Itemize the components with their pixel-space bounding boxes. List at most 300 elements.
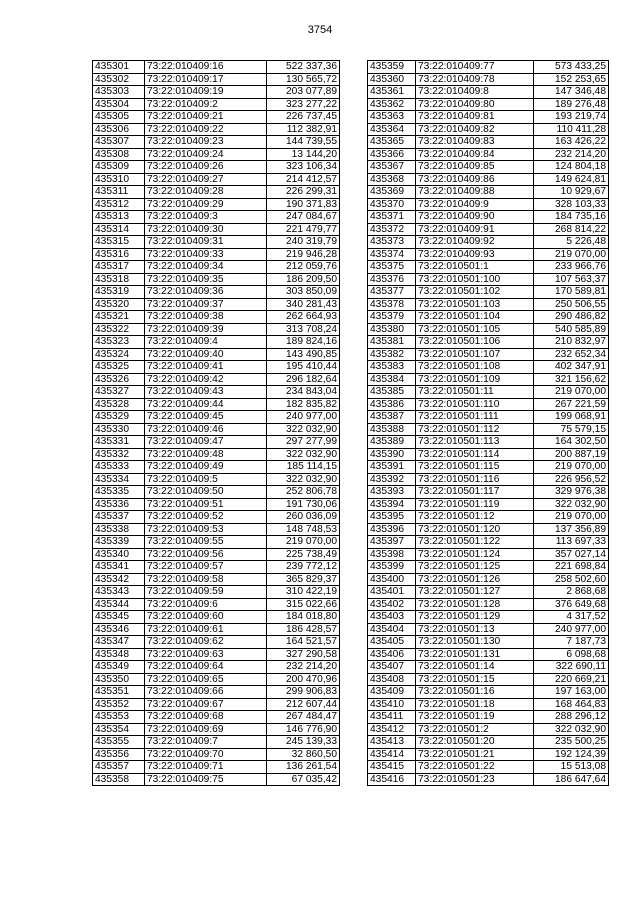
value-cell: 522 337,36 [267,61,340,74]
table-row [368,373,609,386]
value-cell: 144 739,55 [267,136,340,149]
cadastral-number-cell: 73:22:010409:46 [145,423,267,436]
cadastral-number-cell: 73:22:010409:50 [145,486,267,499]
table-row [368,561,609,574]
cadastral-number-cell: 73:22:010409:92 [416,236,534,249]
value-cell: 5 226,48 [534,236,609,249]
table-row [368,723,609,736]
value-cell: 310 422,19 [267,586,340,599]
row-number-cell: 435378 [368,298,416,311]
cadastral-number-cell: 73:22:010409:77 [416,61,534,74]
row-number-cell: 435354 [93,723,145,736]
cadastral-number-cell: 73:22:010409:31 [145,236,267,249]
table-row [93,298,340,311]
cadastral-number-cell: 73:22:010409:48 [145,448,267,461]
cadastral-number-cell: 73:22:010501:105 [416,323,534,336]
cadastral-number-cell: 73:22:010501:100 [416,273,534,286]
row-number-cell: 435322 [93,323,145,336]
row-number-cell: 435374 [368,248,416,261]
row-number-cell: 435306 [93,123,145,136]
table-row [93,536,340,549]
row-number-cell: 435360 [368,73,416,86]
cadastral-number-cell: 73:22:010501:18 [416,698,534,711]
value-cell: 168 464,83 [534,698,609,711]
value-cell: 170 589,81 [534,286,609,299]
row-number-cell: 435389 [368,436,416,449]
row-number-cell: 435397 [368,536,416,549]
row-number-cell: 435362 [368,98,416,111]
row-number-cell: 435371 [368,211,416,224]
row-number-cell: 435314 [93,223,145,236]
row-number-cell: 435373 [368,236,416,249]
table-row [368,698,609,711]
cadastral-number-cell: 73:22:010409:9 [416,198,534,211]
cadastral-number-cell: 73:22:010501:102 [416,286,534,299]
row-number-cell: 435343 [93,586,145,599]
value-cell: 321 156,62 [534,373,609,386]
row-number-cell: 435386 [368,398,416,411]
row-number-cell: 435384 [368,373,416,386]
value-cell: 136 261,54 [267,761,340,774]
row-number-cell: 435392 [368,473,416,486]
table-row [368,461,609,474]
value-cell: 186 209,50 [267,273,340,286]
table-row [368,773,609,786]
row-number-cell: 435416 [368,773,416,786]
table-row [368,161,609,174]
value-cell: 212 607,44 [267,698,340,711]
cadastral-number-cell: 73:22:010409:42 [145,373,267,386]
table-row [93,436,340,449]
cadastral-number-cell: 73:22:010409:81 [416,111,534,124]
row-number-cell: 435307 [93,136,145,149]
value-cell: 200 470,96 [267,673,340,686]
row-number-cell: 435302 [93,73,145,86]
value-cell: 313 708,24 [267,323,340,336]
table-row [93,498,340,511]
row-number-cell: 435361 [368,86,416,99]
row-number-cell: 435327 [93,386,145,399]
row-number-cell: 435310 [93,173,145,186]
cadastral-number-cell: 73:22:010409:58 [145,573,267,586]
table-row [93,186,340,199]
cadastral-number-cell: 73:22:010409:60 [145,611,267,624]
cadastral-number-cell: 73:22:010501:129 [416,611,534,624]
value-cell: 189 276,48 [534,98,609,111]
cadastral-number-cell: 73:22:010409:2 [145,98,267,111]
value-cell: 322 032,90 [534,498,609,511]
cadastral-number-cell: 73:22:010409:30 [145,223,267,236]
cadastral-number-cell: 73:22:010409:69 [145,723,267,736]
row-number-cell: 435357 [93,761,145,774]
cadastral-number-cell: 73:22:010501:116 [416,473,534,486]
row-number-cell: 435332 [93,448,145,461]
table-row [93,173,340,186]
value-cell: 303 850,09 [267,286,340,299]
cadastral-number-cell: 73:22:010501:113 [416,436,534,449]
table-row [93,261,340,274]
value-cell: 232 214,20 [534,148,609,161]
table-row [368,686,609,699]
value-cell: 247 084,67 [267,211,340,224]
cadastral-number-cell: 73:22:010409:55 [145,536,267,549]
table-row [368,636,609,649]
cadastral-number-cell: 73:22:010501:117 [416,486,534,499]
row-number-cell: 435348 [93,648,145,661]
row-number-cell: 435308 [93,148,145,161]
cadastral-number-cell: 73:22:010501:131 [416,648,534,661]
value-cell: 189 824,16 [267,336,340,349]
cadastral-number-cell: 73:22:010409:8 [416,86,534,99]
value-cell: 323 277,22 [267,98,340,111]
row-number-cell: 435305 [93,111,145,124]
value-cell: 233 966,76 [534,261,609,274]
row-number-cell: 435359 [368,61,416,74]
table-row [93,773,340,786]
row-number-cell: 435313 [93,211,145,224]
value-cell: 226 737,45 [267,111,340,124]
row-number-cell: 435364 [368,123,416,136]
value-cell: 191 730,06 [267,498,340,511]
table-row [368,86,609,99]
value-cell: 226 956,52 [534,473,609,486]
page-number: 3754 [307,24,333,36]
value-cell: 219 070,00 [534,386,609,399]
table-row [93,323,340,336]
cadastral-number-cell: 73:22:010409:66 [145,686,267,699]
row-number-cell: 435335 [93,486,145,499]
cadastral-number-cell: 73:22:010409:90 [416,211,534,224]
value-cell: 107 563,37 [534,273,609,286]
table-row [93,748,340,761]
cadastral-number-cell: 73:22:010501:110 [416,398,534,411]
table-row [368,123,609,136]
table-row [93,523,340,536]
row-number-cell: 435311 [93,186,145,199]
row-number-cell: 435353 [93,711,145,724]
cadastral-number-cell: 73:22:010501:112 [416,423,534,436]
row-number-cell: 435367 [368,161,416,174]
cadastral-number-cell: 73:22:010409:23 [145,136,267,149]
table-row [368,148,609,161]
row-number-cell: 435334 [93,473,145,486]
row-number-cell: 435405 [368,636,416,649]
row-number-cell: 435380 [368,323,416,336]
table-row [368,648,609,661]
cadastral-number-cell: 73:22:010501:12 [416,511,534,524]
table-row [93,236,340,249]
cadastral-number-cell: 73:22:010409:16 [145,61,267,74]
cadastral-number-cell: 73:22:010409:5 [145,473,267,486]
value-cell: 7 187,73 [534,636,609,649]
row-number-cell: 435301 [93,61,145,74]
table-row [368,323,609,336]
value-cell: 192 124,39 [534,748,609,761]
row-number-cell: 435344 [93,598,145,611]
table-row [93,161,340,174]
table-row [368,286,609,299]
table-row [93,211,340,224]
cadastral-number-cell: 73:22:010409:75 [145,773,267,786]
table-right [367,60,609,786]
cadastral-number-cell: 73:22:010501:130 [416,636,534,649]
cadastral-number-cell: 73:22:010501:103 [416,298,534,311]
table-row [93,361,340,374]
value-cell: 32 860,50 [267,748,340,761]
value-cell: 110 411,28 [534,123,609,136]
table-row [368,498,609,511]
table-row [93,111,340,124]
table-row [368,198,609,211]
row-number-cell: 435304 [93,98,145,111]
table-row [368,311,609,324]
value-cell: 185 114,15 [267,461,340,474]
row-number-cell: 435406 [368,648,416,661]
cadastral-number-cell: 73:22:010409:93 [416,248,534,261]
row-number-cell: 435369 [368,186,416,199]
value-cell: 328 103,33 [534,198,609,211]
table-row [368,423,609,436]
table-row [368,386,609,399]
table-row [368,211,609,224]
cadastral-number-cell: 73:22:010409:59 [145,586,267,599]
cadastral-number-cell: 73:22:010409:7 [145,736,267,749]
table-row [368,448,609,461]
cadastral-number-cell: 73:22:010409:24 [145,148,267,161]
value-cell: 235 500,25 [534,736,609,749]
cadastral-number-cell: 73:22:010501:13 [416,623,534,636]
row-number-cell: 435376 [368,273,416,286]
value-cell: 67 035,42 [267,773,340,786]
row-number-cell: 435350 [93,673,145,686]
cadastral-number-cell: 73:22:010409:27 [145,173,267,186]
value-cell: 250 506,55 [534,298,609,311]
value-cell: 210 832,97 [534,336,609,349]
table-row [368,473,609,486]
cadastral-number-cell: 73:22:010501:1 [416,261,534,274]
table-row [368,61,609,74]
cadastral-number-cell: 73:22:010409:33 [145,248,267,261]
value-cell: 267 221,59 [534,398,609,411]
table-row [368,136,609,149]
row-number-cell: 435375 [368,261,416,274]
cadastral-number-cell: 73:22:010501:128 [416,598,534,611]
table-row [93,336,340,349]
cadastral-number-cell: 73:22:010409:36 [145,286,267,299]
cadastral-number-cell: 73:22:010409:44 [145,398,267,411]
row-number-cell: 435377 [368,286,416,299]
row-number-cell: 435409 [368,686,416,699]
value-cell: 152 253,65 [534,73,609,86]
row-number-cell: 435341 [93,561,145,574]
row-number-cell: 435339 [93,536,145,549]
row-number-cell: 435414 [368,748,416,761]
row-number-cell: 435352 [93,698,145,711]
table-row [368,661,609,674]
cadastral-number-cell: 73:22:010409:61 [145,623,267,636]
table-row [93,586,340,599]
cadastral-number-cell: 73:22:010409:39 [145,323,267,336]
value-cell: 221 698,84 [534,561,609,574]
row-number-cell: 435325 [93,361,145,374]
value-cell: 268 814,22 [534,223,609,236]
value-cell: 252 806,78 [267,486,340,499]
row-number-cell: 435407 [368,661,416,674]
value-cell: 147 346,48 [534,86,609,99]
row-number-cell: 435385 [368,386,416,399]
row-number-cell: 435333 [93,461,145,474]
row-number-cell: 435345 [93,611,145,624]
table-row [93,698,340,711]
value-cell: 232 652,34 [534,348,609,361]
value-cell: 219 946,28 [267,248,340,261]
table-row [93,136,340,149]
table-row [368,573,609,586]
value-cell: 315 022,66 [267,598,340,611]
value-cell: 322 032,90 [534,723,609,736]
value-cell: 245 139,33 [267,736,340,749]
value-cell: 234 843,04 [267,386,340,399]
value-cell: 164 521,57 [267,636,340,649]
table-row [93,611,340,624]
row-number-cell: 435336 [93,498,145,511]
cadastral-number-cell: 73:22:010501:104 [416,311,534,324]
value-cell: 184 018,80 [267,611,340,624]
value-cell: 219 070,00 [534,511,609,524]
row-number-cell: 435366 [368,148,416,161]
row-number-cell: 435395 [368,511,416,524]
value-cell: 219 070,00 [267,536,340,549]
table-row [368,186,609,199]
row-number-cell: 435415 [368,761,416,774]
row-number-cell: 435381 [368,336,416,349]
value-cell: 376 649,68 [534,598,609,611]
cadastral-number-cell: 73:22:010501:107 [416,348,534,361]
table-left [92,60,340,786]
value-cell: 186 647,64 [534,773,609,786]
cadastral-number-cell: 73:22:010409:82 [416,123,534,136]
row-number-cell: 435329 [93,411,145,424]
row-number-cell: 435303 [93,86,145,99]
row-number-cell: 435383 [368,361,416,374]
table-row [368,611,609,624]
cadastral-number-cell: 73:22:010409:53 [145,523,267,536]
table-row [368,736,609,749]
value-cell: 6 098,68 [534,648,609,661]
table-row [368,411,609,424]
row-number-cell: 435356 [93,748,145,761]
cadastral-number-cell: 73:22:010501:109 [416,373,534,386]
table-row [93,623,340,636]
cadastral-number-cell: 73:22:010409:35 [145,273,267,286]
row-number-cell: 435413 [368,736,416,749]
table-row [93,198,340,211]
table-row [93,686,340,699]
row-number-cell: 435372 [368,223,416,236]
cadastral-number-cell: 73:22:010409:68 [145,711,267,724]
cadastral-number-cell: 73:22:010409:85 [416,161,534,174]
cadastral-number-cell: 73:22:010409:21 [145,111,267,124]
table-row [93,348,340,361]
value-cell: 197 163,00 [534,686,609,699]
value-cell: 239 772,12 [267,561,340,574]
row-number-cell: 435312 [93,198,145,211]
row-number-cell: 435331 [93,436,145,449]
cadastral-number-cell: 73:22:010409:52 [145,511,267,524]
table-row [368,761,609,774]
row-number-cell: 435342 [93,573,145,586]
table-row [368,223,609,236]
row-number-cell: 435404 [368,623,416,636]
table-row [93,461,340,474]
table-row [368,248,609,261]
value-cell: 226 299,31 [267,186,340,199]
cadastral-number-cell: 73:22:010409:51 [145,498,267,511]
row-number-cell: 435393 [368,486,416,499]
cadastral-number-cell: 73:22:010501:115 [416,461,534,474]
cadastral-number-cell: 73:22:010409:37 [145,298,267,311]
table-row [368,361,609,374]
value-cell: 163 426,22 [534,136,609,149]
value-cell: 199 068,91 [534,411,609,424]
cadastral-number-cell: 73:22:010409:41 [145,361,267,374]
table-row [368,336,609,349]
row-number-cell: 435347 [93,636,145,649]
cadastral-number-cell: 73:22:010501:114 [416,448,534,461]
row-number-cell: 435394 [368,498,416,511]
table-row [368,111,609,124]
value-cell: 186 428,57 [267,623,340,636]
row-number-cell: 435349 [93,661,145,674]
row-number-cell: 435400 [368,573,416,586]
table-row [368,261,609,274]
value-cell: 15 513,08 [534,761,609,774]
row-number-cell: 435328 [93,398,145,411]
cadastral-number-cell: 73:22:010409:86 [416,173,534,186]
table-row [368,523,609,536]
cadastral-number-cell: 73:22:010409:40 [145,348,267,361]
value-cell: 10 929,67 [534,186,609,199]
cadastral-number-cell: 73:22:010501:125 [416,561,534,574]
cadastral-number-cell: 73:22:010501:124 [416,548,534,561]
row-number-cell: 435316 [93,248,145,261]
table-row [93,711,340,724]
row-number-cell: 435340 [93,548,145,561]
row-number-cell: 435403 [368,611,416,624]
value-cell: 143 490,85 [267,348,340,361]
value-cell: 340 281,43 [267,298,340,311]
table-row [93,561,340,574]
row-number-cell: 435317 [93,261,145,274]
row-number-cell: 435330 [93,423,145,436]
cadastral-number-cell: 73:22:010409:78 [416,73,534,86]
cadastral-number-cell: 73:22:010409:88 [416,186,534,199]
value-cell: 323 106,34 [267,161,340,174]
table-row [93,86,340,99]
cadastral-number-cell: 73:22:010409:70 [145,748,267,761]
value-cell: 182 835,82 [267,398,340,411]
value-cell: 260 036,09 [267,511,340,524]
table-row [368,511,609,524]
table-row [368,98,609,111]
table-row [93,761,340,774]
value-cell: 322 690,11 [534,661,609,674]
cadastral-number-cell: 73:22:010501:15 [416,673,534,686]
value-cell: 219 070,00 [534,461,609,474]
value-cell: 195 410,44 [267,361,340,374]
cadastral-number-cell: 73:22:010409:71 [145,761,267,774]
table-row [93,511,340,524]
